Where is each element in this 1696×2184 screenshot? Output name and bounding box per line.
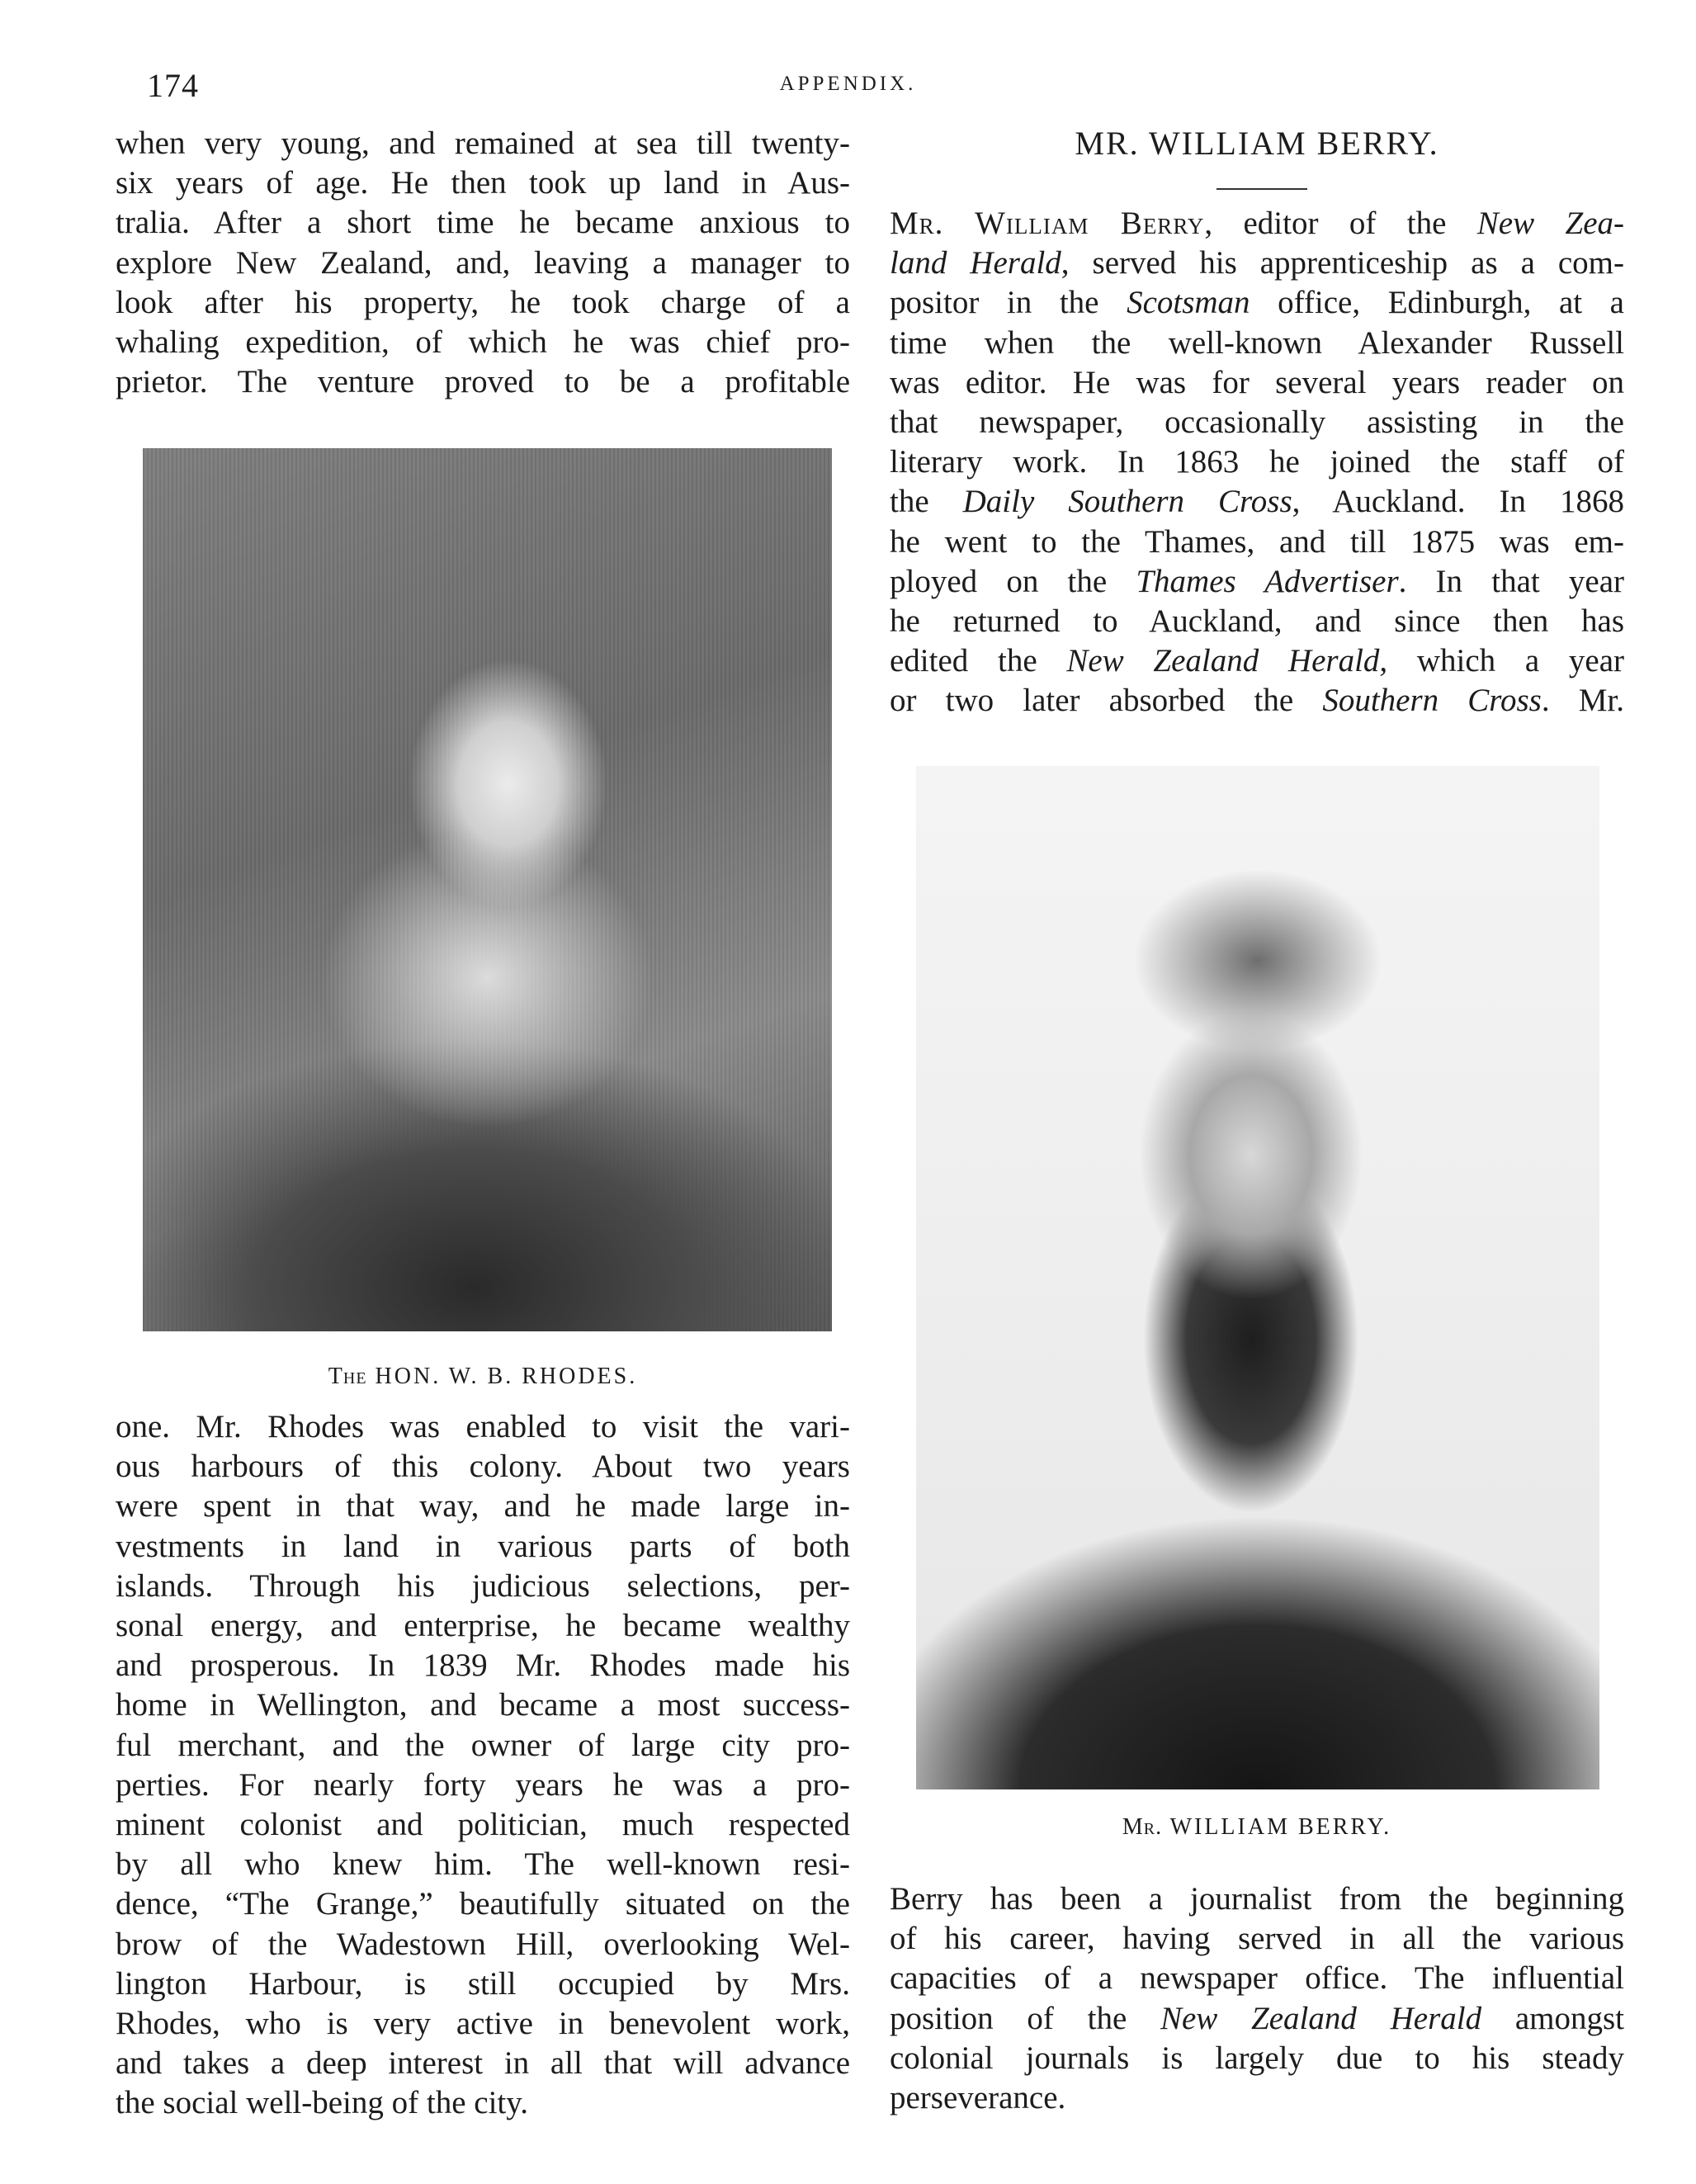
text-line: one. Mr. Rhodes was enabled to visit the vari- [116, 1409, 850, 1444]
text-run: office, Edinburgh, at a [1250, 285, 1624, 321]
text-run: ployed on the [890, 563, 1136, 599]
text-line: and takes a deep interest in all that will advance [116, 2045, 850, 2082]
text-run: which a year [1387, 643, 1624, 679]
portrait-photo-berry [916, 766, 1599, 1789]
italic-title: Southern Cross [1322, 683, 1542, 719]
title-rule-divider [1216, 188, 1307, 190]
left-column-paragraph-2 [116, 1407, 850, 2124]
running-head: APPENDIX. [779, 73, 917, 95]
text-line: minent colonist and politician, much respected [116, 1807, 850, 1843]
text-line: perseverance. [890, 2080, 1066, 2116]
right-column-paragraph-1 [890, 204, 1624, 721]
text-line: explore New Zealand, and, leaving a manager to [116, 244, 850, 281]
text-line [890, 283, 1624, 323]
text-line: he went to the Thames, and till 1875 was em- [890, 523, 1624, 560]
left-column-paragraph-1 [116, 124, 850, 402]
text-line: prietor. The venture proved to be a profitable [116, 364, 850, 400]
figure-caption-berry [890, 1814, 1624, 1841]
text-line [890, 1999, 1624, 2039]
text-line [890, 482, 1624, 522]
text-line: six years of age. He then took up land in Aus- [116, 165, 850, 201]
text-run: . Mr. [1541, 683, 1624, 719]
text-run: amongst [1481, 2000, 1624, 2036]
text-line: literary work. In 1863 he joined the staff of [890, 444, 1624, 480]
text-line: vestments in land in various parts of both [116, 1528, 850, 1564]
caption-prefix: The [328, 1364, 367, 1389]
text-line: Rhodes, who is very active in benevolent work, [116, 2006, 850, 2042]
italic-title: Scotsman [1127, 285, 1250, 321]
text-line: colonial journals is largely due to his steady [890, 2040, 1624, 2076]
italic-title: land Herald [890, 245, 1061, 281]
text-line: sonal energy, and enterprise, he became wealthy [116, 1608, 850, 1644]
portrait-photo-rhodes [143, 448, 832, 1331]
text-run: or two later absorbed the [890, 683, 1323, 719]
text-run: , Auckland. In 1868 [1292, 484, 1624, 520]
text-line: and prosperous. In 1839 Mr. Rhodes made his [116, 1647, 850, 1684]
page-number: 174 [147, 67, 199, 104]
caption-text: WILLIAM BERRY. [1162, 1814, 1392, 1840]
text-line: dence, “The Grange,” beautifully situated on the [116, 1886, 850, 1922]
text-run: , editor of the [1204, 206, 1477, 241]
text-line: tralia. After a short time he became anxious to [116, 205, 850, 241]
text-line: was editor. He was for several years reader on [890, 364, 1624, 400]
italic-title: New Zealand Herald [1160, 2000, 1482, 2036]
italic-title: Thames Advertiser [1136, 563, 1399, 599]
caption-prefix: Mr. [1122, 1814, 1163, 1840]
text-line: of his career, having served in all the various [890, 1921, 1624, 1957]
text-line: brow of the Wadestown Hill, overlooking Wel- [116, 1926, 850, 1962]
text-line: by all who knew him. The well-known resi- [116, 1846, 850, 1883]
text-line: were spent in that way, and he made large in- [116, 1488, 850, 1525]
italic-title: New Zea- [1476, 206, 1624, 241]
text-run: position of the [890, 2000, 1160, 2036]
text-run: . In that year [1398, 563, 1624, 599]
text-run: , served his apprenticeship as a com- [1061, 245, 1624, 281]
text-line: islands. Through his judicious selections, per- [116, 1567, 850, 1604]
text-line: time when the well-known Alexander Russell [890, 324, 1624, 361]
text-line: ous harbours of this colony. About two years [116, 1449, 850, 1485]
text-line [890, 681, 1624, 721]
text-line [890, 243, 1624, 283]
text-line: when very young, and remained at sea till twenty- [116, 125, 850, 161]
text-line: whaling expedition, of which he was chief pro- [116, 324, 850, 361]
name-smallcaps: Mr. William Berry [890, 206, 1205, 241]
text-run: the [890, 484, 963, 520]
text-line: Berry has been a journalist from the beginning [890, 1881, 1624, 1917]
italic-title: Daily Southern Cross [962, 484, 1292, 520]
figure-caption-rhodes [116, 1364, 850, 1390]
text-line: the social well-being of the city. [116, 2085, 528, 2121]
text-line: capacities of a newspaper office. The influential [890, 1960, 1624, 1997]
text-line: lington Harbour, is still occupied by Mrs. [116, 1965, 850, 2002]
text-line: he returned to Auckland, and since then has [890, 603, 1624, 640]
text-line: that newspaper, occasionally assisting in the [890, 404, 1624, 441]
caption-text: HON. W. B. RHODES. [366, 1364, 638, 1389]
text-line: home in Wellington, and became a most success- [116, 1687, 850, 1723]
text-line: perties. For nearly forty years he was a pro- [116, 1766, 850, 1803]
text-run: edited the [890, 643, 1067, 679]
right-column-paragraph-2 [890, 1879, 1624, 2118]
text-line: ful merchant, and the owner of large city pro- [116, 1727, 850, 1763]
text-line: look after his property, he took charge of a [116, 284, 850, 320]
text-line [890, 204, 1624, 243]
text-line [890, 641, 1624, 681]
text-line [890, 562, 1624, 602]
italic-title: New Zealand Herald, [1066, 643, 1388, 679]
section-title: MR. WILLIAM BERRY. [1075, 125, 1439, 162]
text-run: positor in the [890, 285, 1127, 321]
